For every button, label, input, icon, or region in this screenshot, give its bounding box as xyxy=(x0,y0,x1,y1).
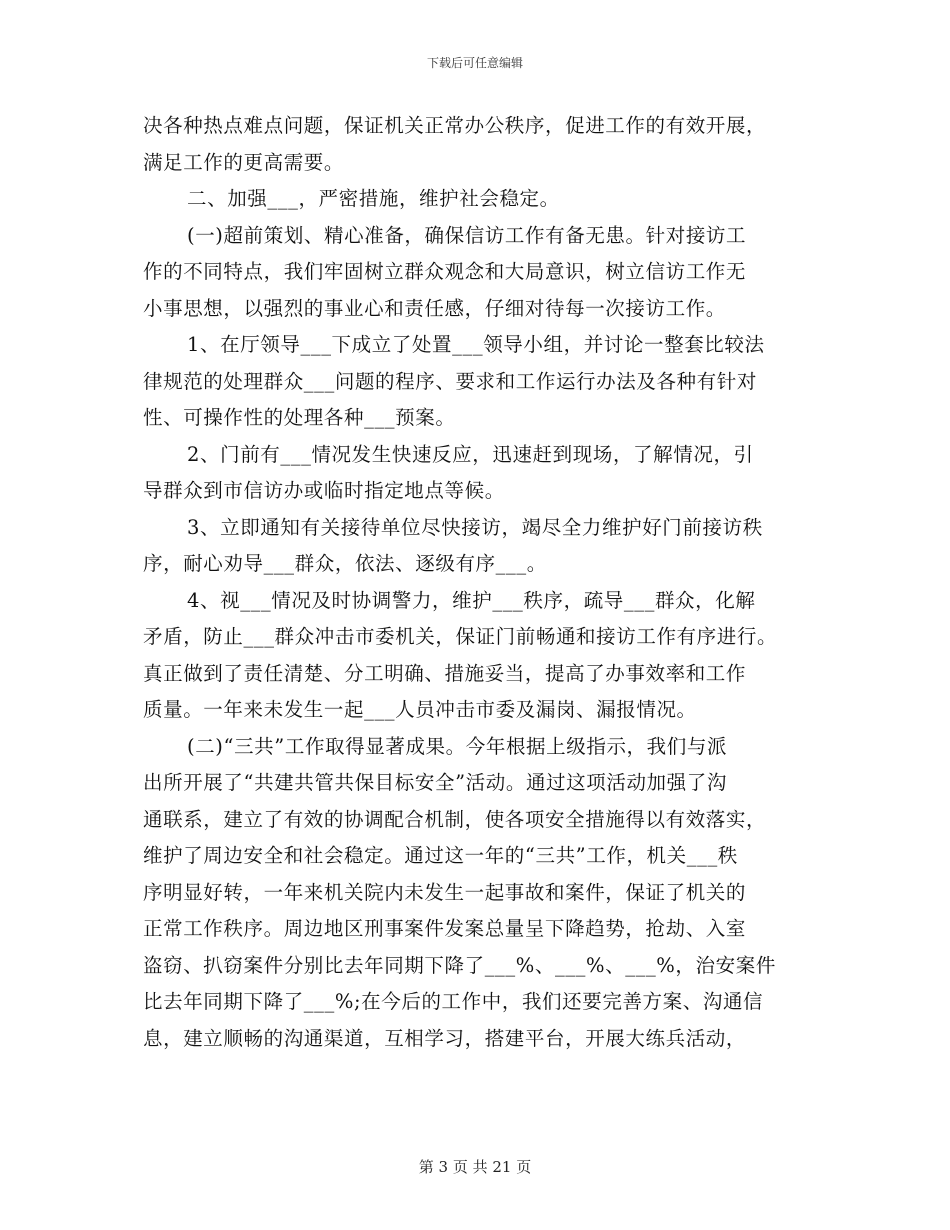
text-line: 决各种热点难点问题，保证机关正常办公秩序，促进工作的有效开展， xyxy=(143,114,767,137)
text-line: 序明显好转，一年来机关院内未发生一起事故和案件，保证了机关的 xyxy=(143,880,747,904)
text-line: 2、门前有___情况发生快速反应，迅速赶到现场，了解情况，引 xyxy=(187,442,754,466)
page-number: 第 3 页 共 21 页 xyxy=(418,1158,532,1176)
text-line: 性、可操作性的处理各种___预案。 xyxy=(143,406,456,429)
text-line: 通联系，建立了有效的协调配合机制，使各项安全措施得以有效落实， xyxy=(143,807,767,831)
text-line: 息，建立顺畅的沟通渠道，互相学习，搭建平台，开展大练兵活动， xyxy=(143,1026,747,1050)
text-line: 4、视___情况及时协调警力，维护___秩序，疏导___群众，化解 xyxy=(187,588,756,612)
text-line: 正常工作秩序。周边地区刑事案件发案总量呈下降趋势，抢劫、入室 xyxy=(143,917,747,940)
page-header-note: 下载后可任意编辑 xyxy=(426,56,523,70)
text-line: 小事思想，以强烈的事业心和责任感，仔细对待每一次接访工作。 xyxy=(143,296,726,320)
text-line: 比去年同期下降了___%;在今后的工作中，我们还要完善方案、沟通信 xyxy=(143,990,764,1013)
text-line: 1、在厅领导___下成立了处置___领导小组，并讨论一整套比较法 xyxy=(187,333,765,356)
text-line: 质量。一年来未发生一起___人员冲击市委及漏岗、漏报情况。 xyxy=(143,698,697,721)
text-line: 3、立即通知有关接待单位尽快接访，竭尽全力维护好门前接访秩 xyxy=(187,515,763,539)
section-heading: 二、加强___，严密措施，维护社会稳定。 xyxy=(187,187,560,210)
text-line: (二)“三共”工作取得显著成果。今年根据上级指示，我们与派 xyxy=(187,734,728,758)
text-line: 导群众到市信访办或临时指定地点等候。 xyxy=(143,479,505,502)
text-line: 序，耐心劝导___群众，依法、逐级有序___。 xyxy=(143,552,547,575)
text-line: 盗窃、扒窃案件分别比去年同期下降了___%、___%、___%，治安案件 xyxy=(143,953,776,977)
text-line: 律规范的处理群众___问题的程序、要求和工作运行办法及各种有针对 xyxy=(143,369,757,393)
text-line: 真正做到了责任清楚、分工明确、措施妥当，提高了办事效率和工作 xyxy=(143,661,747,685)
text-line: 出所开展了“共建共管共保目标安全”活动。通过这项活动加强了沟 xyxy=(143,771,727,794)
text-line: 满足工作的更高需要。 xyxy=(143,150,345,174)
text-line: 维护了周边安全和社会稳定。通过这一年的“三共”工作，机关___秩 xyxy=(143,844,738,867)
text-line: 作的不同特点，我们牢固树立群众观念和大局意识，树立信访工作无 xyxy=(143,260,747,283)
document-body xyxy=(143,108,823,1057)
text-line: (一)超前策划、精心准备，确保信访工作有备无患。针对接访工 xyxy=(187,223,747,247)
text-line: 矛盾，防止___群众冲击市委机关，保证门前畅通和接访工作有序进行。 xyxy=(143,625,778,648)
